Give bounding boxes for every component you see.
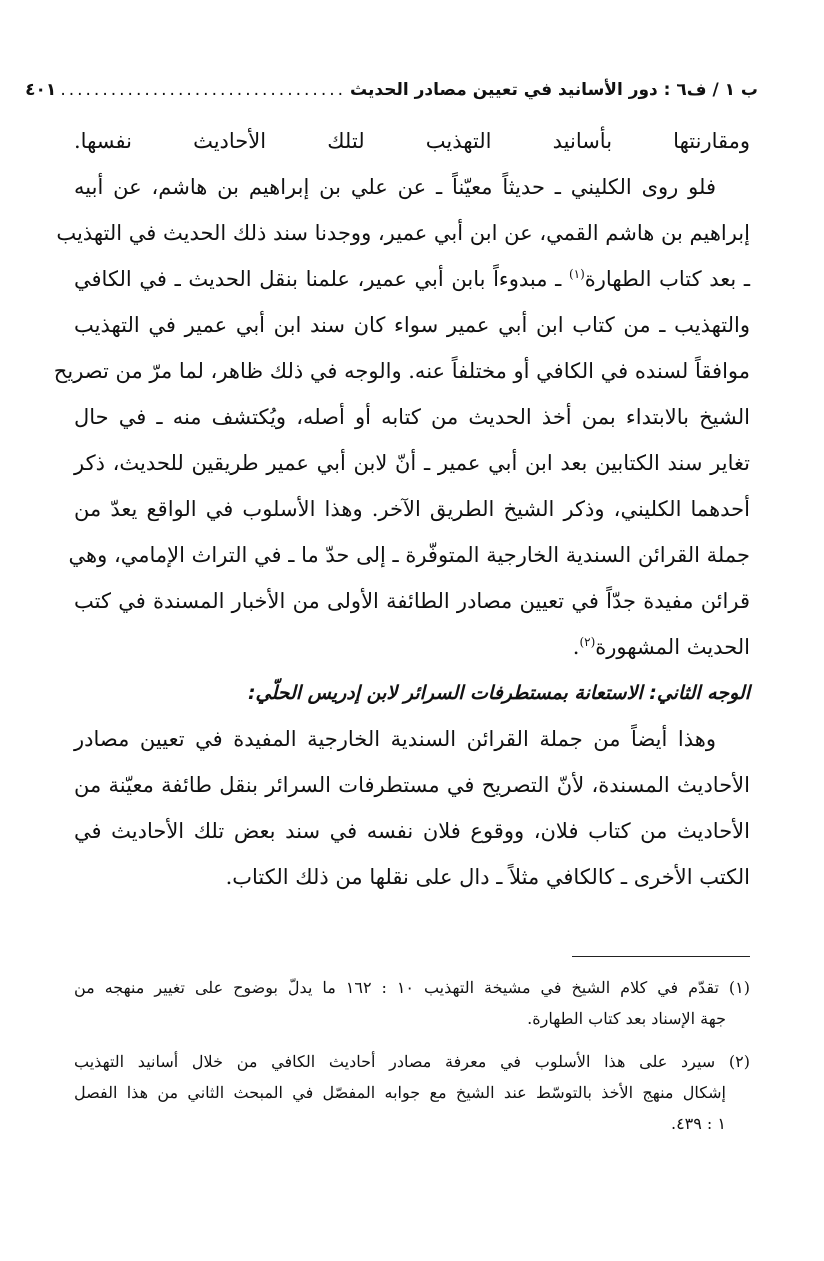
- main-text: [53, 118, 750, 900]
- footnote-1-continuation: جهة الإسناد بعد كتاب الطهارة.: [527, 1009, 726, 1028]
- running-header: [25, 74, 758, 106]
- text-line: الأحاديث من كتاب فلان، ووقوع فلان نفسه في سند بعض تلك الأحاديث في: [74, 819, 750, 843]
- text-line: تغاير سند الكتابين بعد ابن أبي عمير ـ أنّ لابن أبي عمير طريقين للحديث، ذكر: [74, 451, 750, 475]
- text-fragment: الحديث المشهورة: [595, 635, 750, 659]
- text-line: [74, 256, 750, 302]
- footnotes: [74, 972, 750, 1139]
- text-line: فلو روى الكليني ـ حديثاً معيّناً ـ عن علي بن إبراهيم بن هاشم، عن أبيه: [74, 175, 716, 199]
- footnote-ref: (١): [568, 267, 585, 281]
- text-line: الشيخ بالابتداء بمن أخذ الحديث من كتابه أو أصله، ويُكتشف منه ـ في حال: [74, 405, 750, 429]
- footnote-separator: [572, 956, 750, 957]
- text-line: أحدهما الكليني، وذكر الشيخ الطريق الآخر. وهذا الأسلوب في الواقع يعدّ من: [74, 497, 750, 521]
- text-line: وهذا أيضاً من جملة القرائن السندية الخارجية المفيدة في تعيين مصادر: [74, 727, 716, 751]
- text-line: موافقاً لسنده في الكافي أو مختلفاً عنه. والوجه في ذلك ظاهر، لما مرّ من تصريح: [53, 359, 750, 383]
- text-line: إبراهيم بن هاشم القمي، عن ابن أبي عمير، ووجدنا سند ذلك الحديث في التهذيب: [56, 221, 750, 245]
- text-line: جملة القرائن السندية الخارجية المتوفّرة ـ إلى حدّ ما ـ في التراث الإمامي، وهي: [68, 543, 750, 567]
- page-number: ٤٠١: [25, 80, 57, 100]
- footnote-1: (١) تقدّم في كلام الشيخ في مشيخة التهذيب ١٠ : ١٦٢ ما يدلّ بوضوح على تغيير منهجه من: [74, 978, 751, 997]
- text-line: الكتب الأخرى ـ كالكافي مثلاً ـ دال على نقلها من ذلك الكتاب.: [225, 865, 750, 889]
- text-line: الأحاديث المسندة، لأنّ التصريح في مستطرفات السرائر بنقل طائفة معيّنة من: [74, 773, 750, 797]
- text-line: قرائن مفيدة جدّاً في تعيين مصادر الطائفة الأولى من الأخبار المسندة في كتب: [74, 589, 750, 613]
- footnote-2: (٢) سيرد على هذا الأسلوب في معرفة مصادر أحاديث الكافي من خلال أسانيد التهذيب: [74, 1052, 750, 1071]
- footnote-2-continuation: إشكال منهج الأخذ بالتوسّط عند الشيخ مع جوابه المفصّل في المبحث الثاني من هذا الفصل: [74, 1083, 726, 1102]
- text-line: [74, 624, 750, 670]
- footnote-gap: [74, 1034, 750, 1046]
- section-heading: الوجه الثاني: الاستعانة بمستطرفات السرائر لابن إدريس الحلّي:: [247, 682, 750, 704]
- text-line: والتهذيب ـ من كتاب ابن أبي عمير سواء كان سند ابن أبي عمير في التهذيب: [74, 313, 750, 337]
- footnote-ref: (٢): [579, 635, 596, 649]
- footnote-2-continuation: ١ : ٤٣٩.: [670, 1114, 726, 1133]
- text-fragment: ـ مبدوءاً بابن أبي عمير، علمنا بنقل الحديث ـ في الكافي: [74, 267, 562, 291]
- text-line: ومقارنتها بأسانيد التهذيب لتلك الأحاديث نفسها.: [74, 129, 750, 153]
- text-fragment: .: [572, 635, 580, 659]
- header-title: ب ١ / ف٦ : دور الأسانيد في تعيين مصادر الحديث: [350, 80, 758, 100]
- header-dot-leader: ..................................: [60, 80, 347, 100]
- text-fragment: ـ بعد كتاب الطهارة: [584, 267, 750, 291]
